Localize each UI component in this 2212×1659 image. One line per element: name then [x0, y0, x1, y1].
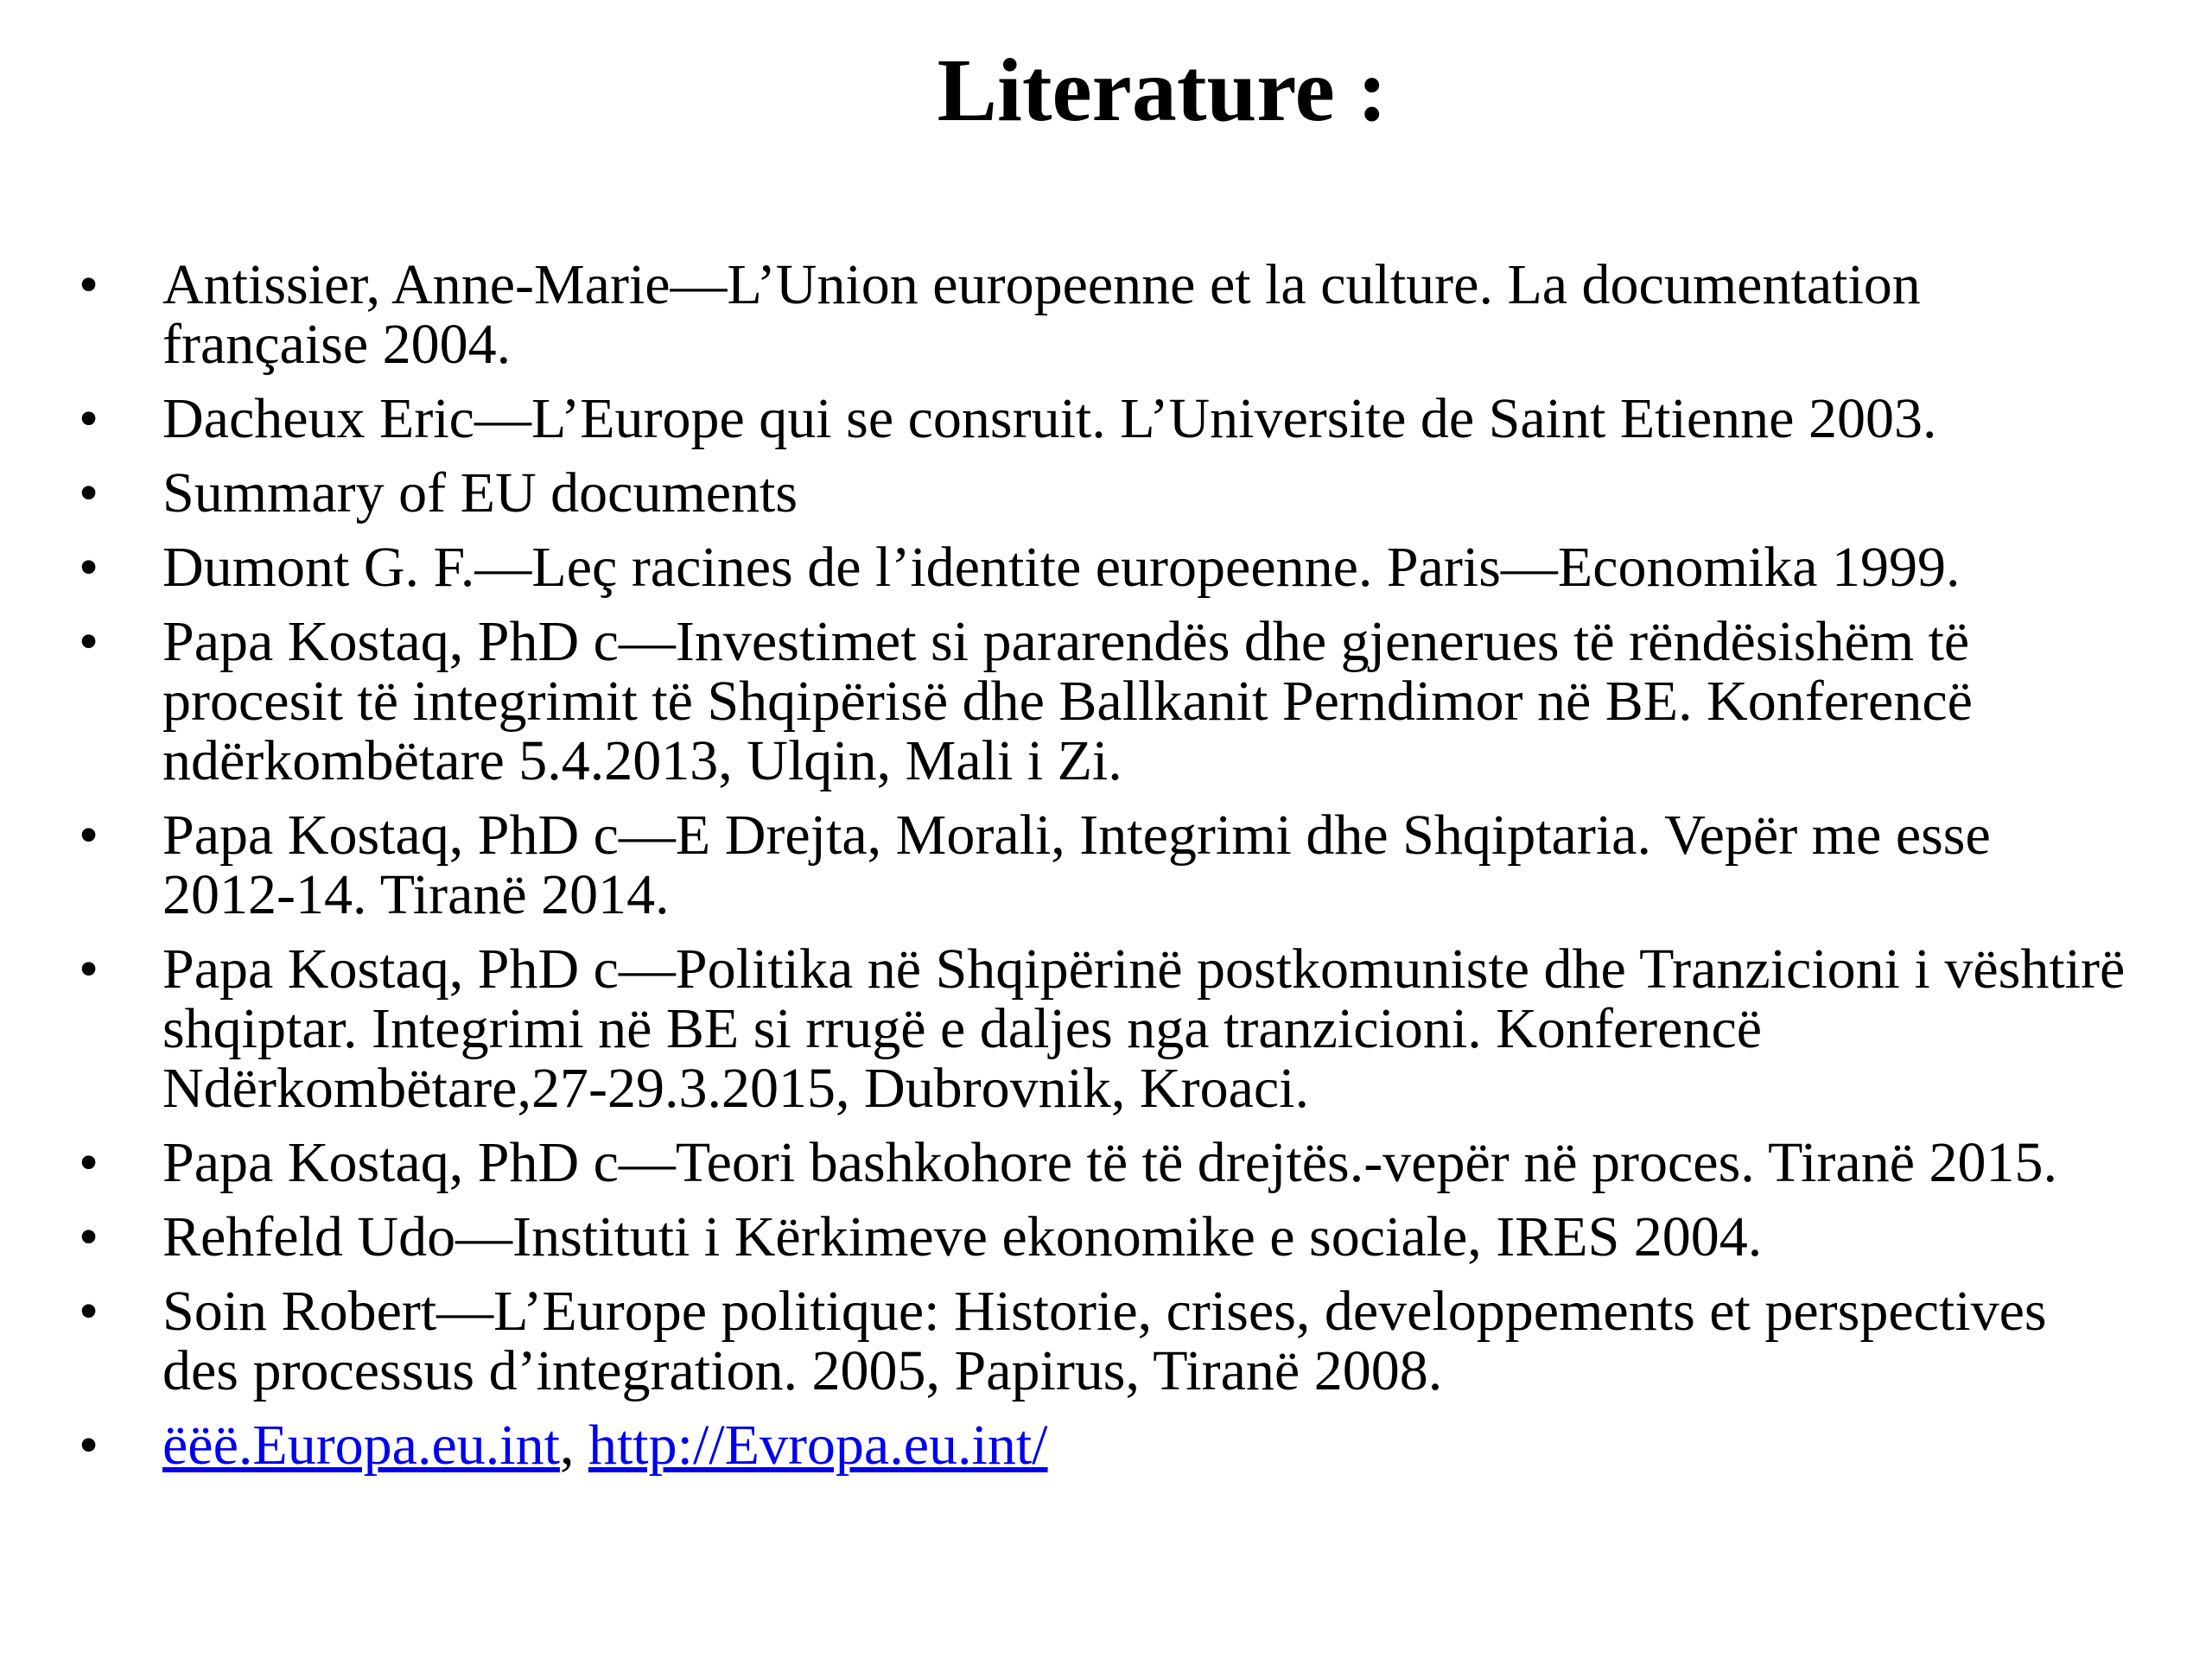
reference-text: Antissier, Anne-Marie—L’Union europeenne et la culture. La documentation française 2004.	[162, 253, 1921, 376]
reference-text: Dacheux Eric—L’Europe qui se consruit. L’Universite de Saint Etienne 2003.	[162, 387, 1937, 450]
bullet-icon: •	[79, 1205, 99, 1268]
list-item	[0, 389, 2212, 448]
bullet-icon: •	[79, 1280, 99, 1343]
reference-text: Soin Robert—L’Europe politique: Historie, crises, developpements et perspectives des processus d’integration. 2005, Papirus, Tiranë 2008.	[162, 1280, 2047, 1402]
bullet-icon: •	[79, 610, 99, 673]
list-item	[0, 805, 2212, 925]
bullet-icon: •	[79, 387, 99, 450]
reference-text: Papa Kostaq, PhD c—Teori bashkohore të të drejtës.-vepër në proces. Tiranë 2015.	[162, 1131, 2057, 1194]
bullet-icon: •	[79, 1131, 99, 1194]
list-item	[0, 1281, 2212, 1401]
link-separator: ,	[559, 1414, 588, 1477]
literature-list	[0, 255, 2212, 1490]
list-item	[0, 463, 2212, 523]
reference-text: Rehfeld Udo—Instituti i Kërkimeve ekonomike e sociale, IRES 2004.	[162, 1205, 1763, 1268]
list-item	[0, 537, 2212, 597]
bullet-icon: •	[79, 938, 99, 1001]
evropa-link[interactable]: http://Evropa.eu.int/	[588, 1414, 1048, 1477]
reference-text: Papa Kostaq, PhD c—Politika në Shqipërinë postkomuniste dhe Tranzicioni i vështirë shqiptar. Integrimi në BE si rrugë e daljes nga tranzicioni. Konferencë Ndërkombëtare,27-29.3.2015, Dubrovnik, Kroaci.	[162, 938, 2126, 1120]
reference-text: Dumont G. F.—Leç racines de l’identite europeenne. Paris—Economika 1999.	[162, 536, 1961, 599]
slide-title: Literature :	[937, 41, 1388, 140]
list-item	[0, 1207, 2212, 1267]
bullet-icon: •	[79, 253, 99, 316]
list-item	[0, 612, 2212, 791]
list-item	[0, 939, 2212, 1118]
bullet-icon: •	[79, 536, 99, 599]
europa-link[interactable]: ëëë.Europa.eu.int	[162, 1414, 560, 1477]
reference-text: Summary of EU documents	[162, 461, 798, 524]
list-item-links	[0, 1415, 2212, 1475]
reference-text: Papa Kostaq, PhD c—E Drejta, Morali, Integrimi dhe Shqiptaria. Vepër me esse 2012-14. Tiranë 2014.	[162, 804, 1991, 926]
bullet-icon: •	[79, 804, 99, 867]
list-item	[0, 1133, 2212, 1192]
reference-text: Papa Kostaq, PhD c—Investimet si pararendës dhe gjenerues të rëndësishëm të procesit të integrimit të Shqipërisë dhe Ballkanit Perndimor në BE. Konferencë ndërkombëtare 5.4.2013, Ulqin, Mali i Zi.	[162, 610, 1973, 792]
bullet-icon: •	[79, 1414, 99, 1477]
list-item	[0, 255, 2212, 374]
bullet-icon: •	[79, 461, 99, 524]
